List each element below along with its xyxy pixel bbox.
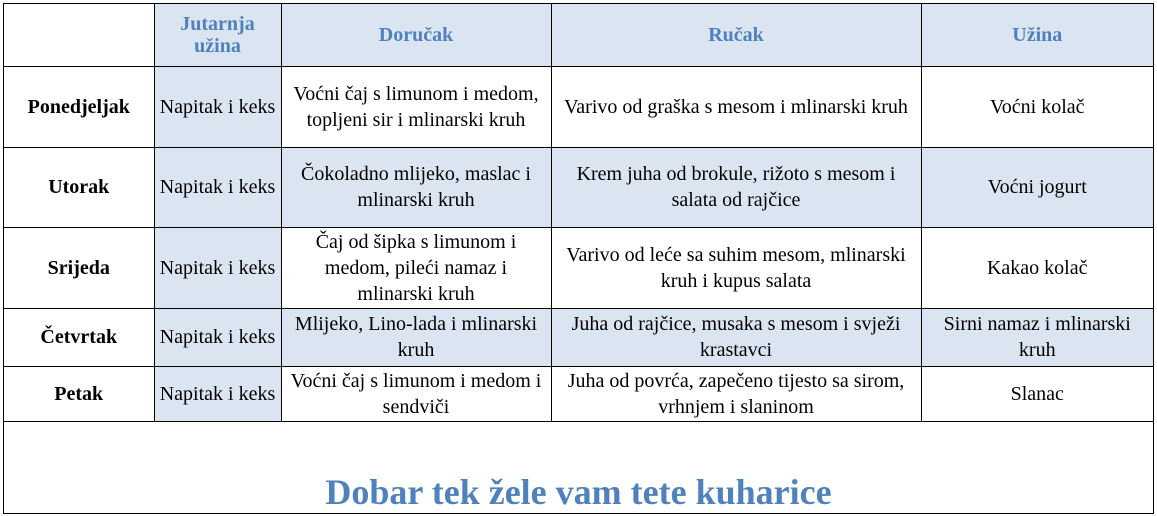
rucak-cell: Juha od rajčice, musaka s mesom i svježi krastavci (551, 308, 921, 366)
uzina-cell: Voćni kolač (921, 66, 1153, 147)
dorucak-cell: Čokoladno mlijeko, maslac i mlinarski kruh (281, 147, 551, 227)
uzina-cell: Slanac (921, 366, 1153, 421)
table-row (4, 227, 1153, 308)
rucak-cell: Juha od povrća, zapečeno tijesto sa sirom, vrhnjem i slaninom (551, 366, 921, 421)
day-cell: Četvrtak (4, 308, 154, 366)
dorucak-cell: Čaj od šipka s limunom i medom, pileći namaz i mlinarski kruh (281, 227, 551, 308)
uzina-cell: Voćni jogurt (921, 147, 1153, 227)
table-row (4, 366, 1153, 421)
jutarnja-uzina-cell: Napitak i keks (154, 66, 281, 147)
header-row (4, 4, 1153, 66)
jutarnja-uzina-cell: Napitak i keks (154, 308, 281, 366)
uzina-cell: Sirni namaz i mlinarski kruh (921, 308, 1153, 366)
menu-sheet (3, 3, 1154, 514)
rucak-cell: Krem juha od brokule, rižoto s mesom i salata od rajčice (551, 147, 921, 227)
jutarnja-uzina-cell: Napitak i keks (154, 227, 281, 308)
table-row (4, 147, 1153, 227)
day-cell: Srijeda (4, 227, 154, 308)
dorucak-cell: Voćni čaj s limunom i medom, topljeni sir i mlinarski kruh (281, 66, 551, 147)
day-cell: Ponedjeljak (4, 66, 154, 147)
header-jutarnja-uzina: Jutarnja užina (154, 4, 281, 66)
header-rucak: Ručak (551, 4, 921, 66)
dorucak-cell: Voćni čaj s limunom i medom i sendviči (281, 366, 551, 421)
header-dorucak: Doručak (281, 4, 551, 66)
jutarnja-uzina-cell: Napitak i keks (154, 366, 281, 421)
uzina-cell: Kakao kolač (921, 227, 1153, 308)
closing-message: Dobar tek žele vam tete kuharice (325, 472, 832, 512)
header-corner (4, 4, 154, 66)
rucak-cell: Varivo od leće sa suhim mesom, mlinarski kruh i kupus salata (551, 227, 921, 308)
header-uzina: Užina (921, 4, 1153, 66)
rucak-cell: Varivo od graška s mesom i mlinarski kruh (551, 66, 921, 147)
weekly-menu-table (4, 4, 1153, 422)
table-row (4, 308, 1153, 366)
jutarnja-uzina-cell: Napitak i keks (154, 147, 281, 227)
day-cell: Utorak (4, 147, 154, 227)
day-cell: Petak (4, 366, 154, 421)
table-row (4, 66, 1153, 147)
dorucak-cell: Mlijeko, Lino-lada i mlinarski kruh (281, 308, 551, 366)
